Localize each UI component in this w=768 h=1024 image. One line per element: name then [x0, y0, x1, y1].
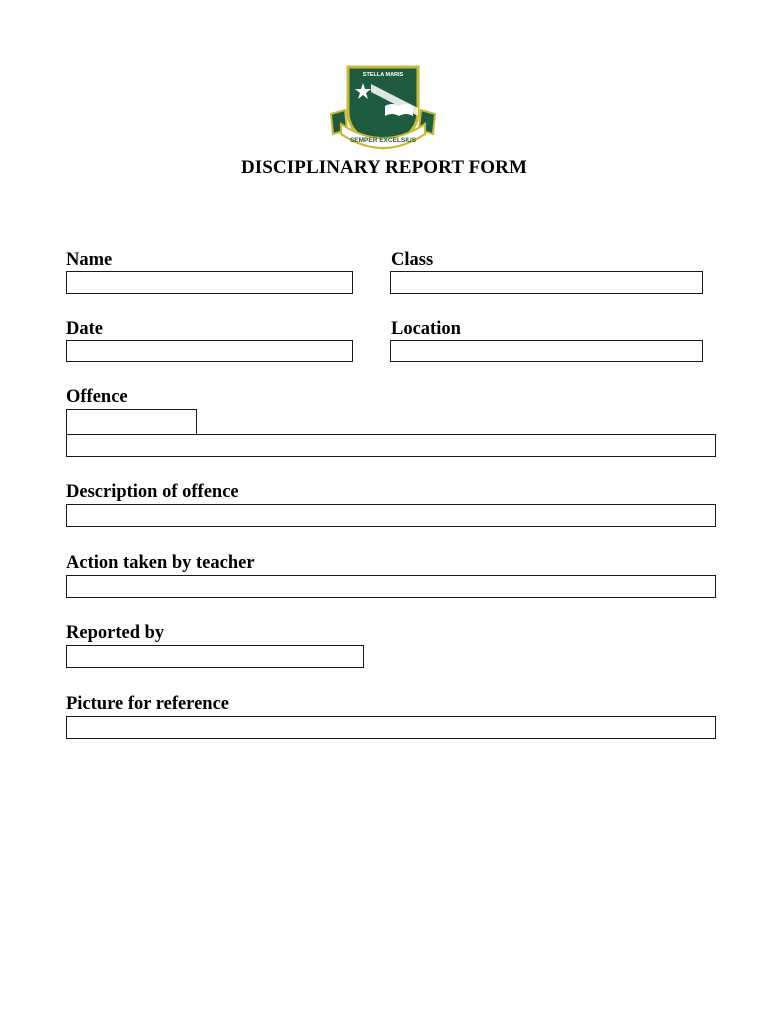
description-label: Description of offence [66, 482, 239, 502]
school-crest-logo [327, 64, 439, 154]
svg-text:SEMPER EXCELSIUS: SEMPER EXCELSIUS [349, 137, 417, 144]
name-field[interactable] [66, 271, 353, 294]
class-label: Class [391, 250, 434, 270]
name-label: Name [66, 250, 113, 270]
reported-by-field[interactable] [66, 645, 364, 668]
location-label: Location [391, 319, 461, 339]
reported-by-label: Reported by [66, 623, 165, 643]
location-field[interactable] [390, 340, 703, 362]
action-label: Action taken by teacher [66, 553, 255, 573]
offence-label: Offence [66, 387, 128, 407]
offence-select[interactable] [66, 409, 197, 435]
picture-label: Picture for reference [66, 694, 229, 714]
class-field[interactable] [390, 271, 703, 294]
picture-upload-field[interactable] [66, 716, 716, 739]
offence-field[interactable] [66, 434, 716, 457]
form-title: DISCIPLINARY REPORT FORM [240, 157, 528, 178]
action-field[interactable] [66, 575, 716, 598]
svg-text:STELLA MARIS: STELLA MARIS [362, 72, 404, 78]
description-field[interactable] [66, 504, 716, 527]
date-field[interactable] [66, 340, 353, 362]
date-label: Date [66, 319, 103, 339]
